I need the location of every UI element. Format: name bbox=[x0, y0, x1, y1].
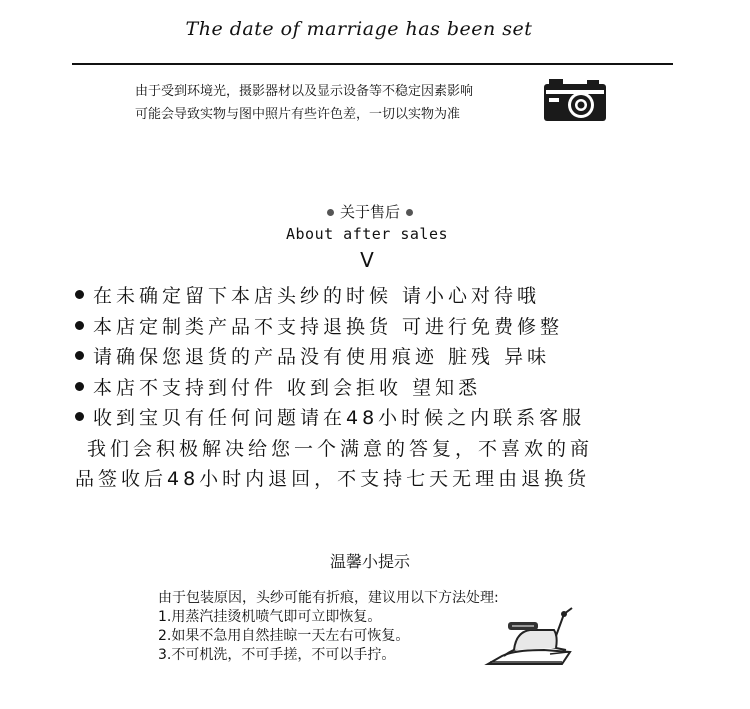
bullet-icon bbox=[75, 351, 84, 360]
page-title: The date of marriage has been set bbox=[185, 18, 533, 40]
heading-dot-right bbox=[406, 209, 413, 216]
notice-line-2: 可能会导致实物与图中照片有些许色差，一切以实物为准 bbox=[135, 107, 461, 122]
after-sales-subtitle: About after sales bbox=[285, 225, 449, 243]
tip-item: 1.用蒸汽挂烫机喷气即可立即恢复。 bbox=[158, 609, 382, 625]
bullet-icon bbox=[75, 382, 84, 391]
heading-dot-left bbox=[327, 209, 334, 216]
tip-item: 2.如果不急用自然挂晾一天左右可恢复。 bbox=[158, 628, 410, 644]
rule-item: 收到宝贝有任何问题请在48小时候之内联系客服 bbox=[75, 403, 593, 434]
bullet-icon bbox=[75, 412, 84, 421]
rule-item: 本店定制类产品不支持退换货 可进行免费修整 bbox=[75, 312, 593, 343]
rule-item: 本店不支持到付件 收到会拒收 望知悉 bbox=[75, 373, 593, 404]
rule-continuation: 品签收后48小时内退回，不支持七天无理由退换货 bbox=[75, 468, 591, 490]
color-notice bbox=[135, 80, 473, 126]
after-sales-heading bbox=[0, 201, 740, 222]
bullet-icon bbox=[75, 290, 84, 299]
tips-list bbox=[158, 589, 499, 665]
notice-line-1: 由于受到环境光，摄影器材以及显示设备等不稳定因素影响 bbox=[135, 84, 474, 99]
camera-icon bbox=[543, 78, 607, 122]
rule-item: 请确保您退货的产品没有使用痕迹 脏残 异味 bbox=[75, 342, 593, 373]
bullet-icon bbox=[75, 321, 84, 330]
iron-icon bbox=[484, 606, 580, 670]
rule-continuation: 我们会积极解决给您一个满意的答复，不喜欢的商 bbox=[87, 437, 594, 460]
after-sales-rules bbox=[75, 281, 593, 495]
tips-heading: 温馨小提示 bbox=[329, 552, 410, 571]
rule-item: 在未确定留下本店头纱的时候 请小心对待哦 bbox=[75, 281, 593, 312]
after-sales-title: 关于售后 bbox=[339, 203, 400, 221]
divider bbox=[72, 63, 673, 65]
chevron-down-icon: V bbox=[360, 248, 374, 272]
tip-item: 3.不可机洗，不可手搓，不可以手拧。 bbox=[158, 647, 396, 663]
tips-intro: 由于包装原因，头纱可能有折痕，建议用以下方法处理: bbox=[158, 590, 499, 606]
